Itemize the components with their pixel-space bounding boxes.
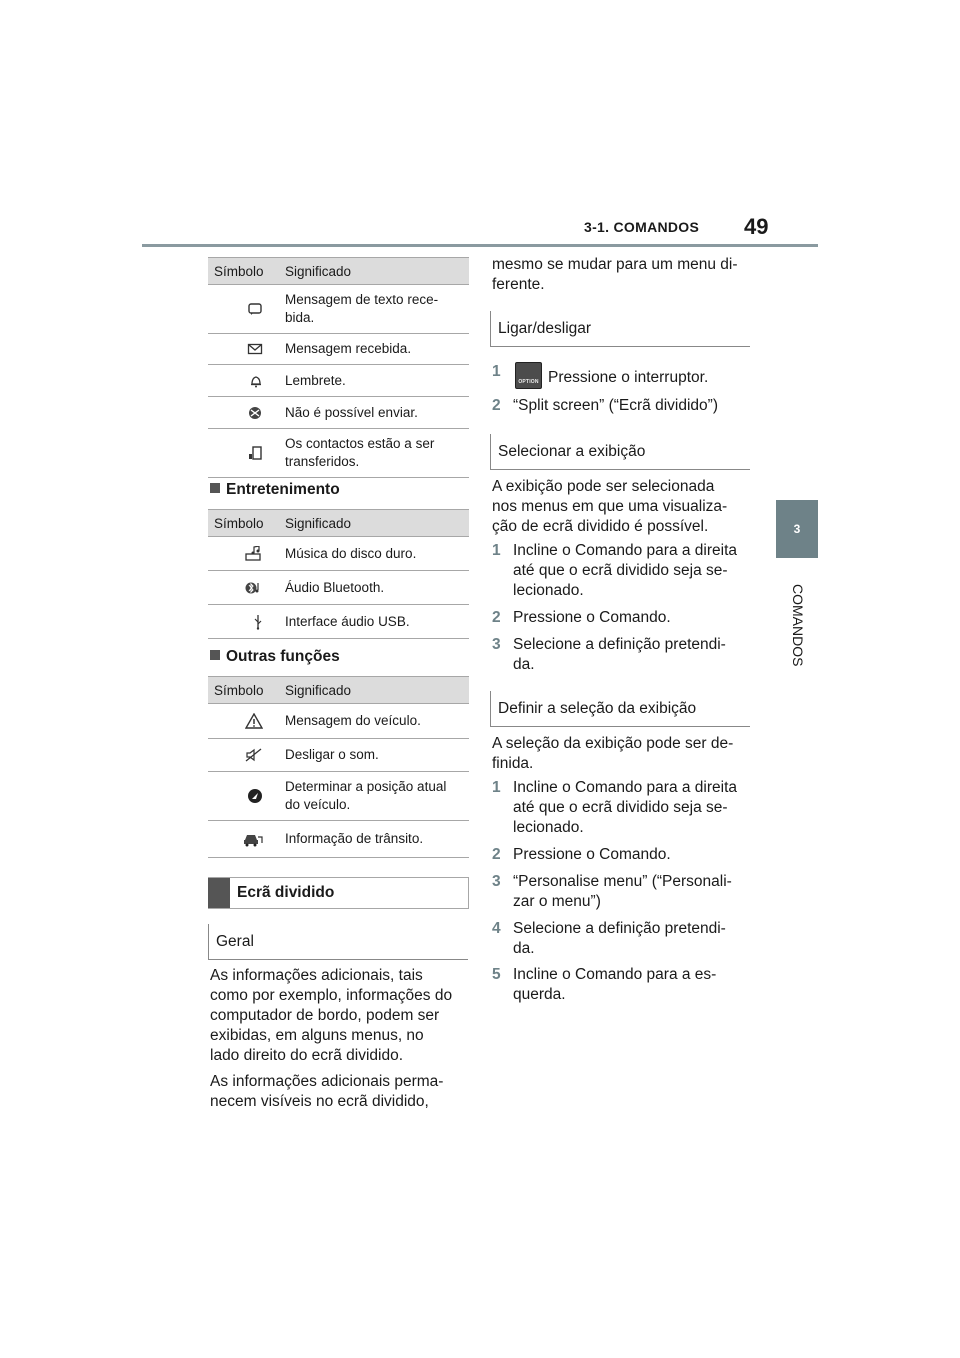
step-number: 1 — [492, 363, 501, 380]
text-message-icon — [247, 302, 263, 316]
usb-icon — [253, 614, 263, 630]
entertainment-heading: Entretenimento — [210, 481, 340, 499]
row-text: Determinar a posição atual do veículo. — [279, 772, 469, 821]
table-row — [208, 704, 469, 739]
step-number: 1 — [492, 542, 501, 559]
step-number: 3 — [492, 873, 501, 890]
step-text: Selecione a definição pretendi- da. — [513, 636, 726, 673]
step-text: Selecione a definição pretendi- da. — [513, 920, 726, 957]
table-row — [208, 605, 469, 639]
define-step — [492, 872, 754, 912]
step-text: Pressione o Comando. — [513, 609, 671, 626]
row-text: Áudio Bluetooth. — [279, 571, 469, 605]
step-text: “Personalise menu” (“Personali- zar o menu”) — [513, 873, 732, 910]
table-row — [208, 365, 469, 397]
define-step — [492, 845, 754, 865]
option-button-icon: OPTION — [515, 362, 542, 389]
row-text: Lembrete. — [279, 365, 469, 397]
entertainment-symbol-table — [208, 509, 469, 639]
chapter-label: COMANDOS — [790, 584, 806, 667]
step-number: 2 — [492, 609, 501, 626]
row-text: Música do disco duro. — [279, 537, 469, 571]
define-step — [492, 919, 754, 959]
step-text: “Split screen” (“Ecrã dividido”) — [513, 397, 718, 414]
envelope-icon — [247, 343, 263, 355]
table-row — [208, 537, 469, 571]
split-screen-heading: Ecrã dividido — [208, 877, 469, 909]
bullet-square-icon — [210, 483, 220, 493]
select-step — [492, 608, 754, 628]
send-failed-icon — [247, 406, 263, 420]
table-row — [208, 429, 469, 478]
hard-disk-music-icon — [245, 546, 263, 562]
row-text: Desligar o som. — [279, 739, 469, 772]
row-text: Interface áudio USB. — [279, 605, 469, 639]
row-text: Não é possível enviar. — [279, 397, 469, 429]
bell-icon — [249, 374, 263, 388]
col-meaning: Significado — [279, 677, 469, 704]
select-display-para: A exibição pode ser selecionada nos menus em que uma visualiza- ção de ecrã dividido é possível. — [492, 478, 728, 535]
step-number: 2 — [492, 397, 501, 414]
bluetooth-audio-icon — [245, 580, 263, 596]
row-text: Mensagem de texto rece- bida. — [279, 285, 469, 334]
warning-icon — [245, 713, 263, 729]
select-step — [492, 541, 754, 601]
step-text: Incline o Comando para a direita até que o ecrã dividido seja se- lecionado. — [513, 542, 738, 599]
define-selection-para: A seleção da exibição pode ser de- finida. — [492, 735, 734, 772]
select-step — [492, 635, 754, 675]
col-symbol: Símbolo — [208, 677, 279, 704]
define-selection-heading: Definir a seleção da exibição — [490, 691, 750, 727]
step-number: 4 — [492, 920, 501, 937]
define-step — [492, 778, 754, 838]
step-number: 5 — [492, 966, 501, 983]
messages-symbol-table — [208, 257, 469, 478]
onoff-heading: Ligar/desligar — [490, 311, 750, 347]
table-row — [208, 571, 469, 605]
step-number: 1 — [492, 779, 501, 796]
col-symbol: Símbolo — [208, 258, 279, 285]
step-number: 2 — [492, 846, 501, 863]
step-number: 3 — [492, 636, 501, 653]
split-screen-para-1: As informações adicionais, tais como por exemplo, informações do computador de bordo, podem ser exibidas, em alguns menus, no lado direito do ecrã dividido. — [210, 967, 453, 1064]
mute-icon — [245, 748, 263, 762]
onoff-step-1 — [492, 362, 754, 389]
select-display-heading: Selecionar a exibição — [490, 434, 750, 470]
bullet-square-icon — [210, 650, 220, 660]
continuation-text: mesmo se mudar para um menu di- ferente. — [492, 256, 738, 293]
step-text: Pressione o Comando. — [513, 846, 671, 863]
other-symbol-table — [208, 676, 469, 858]
split-screen-para-2: As informações adicionais perma- necem visíveis no ecrã dividido, — [210, 1073, 444, 1110]
row-text: Mensagem do veículo. — [279, 704, 469, 739]
row-text: Informação de trânsito. — [279, 821, 469, 858]
col-meaning: Significado — [279, 510, 469, 537]
general-heading: Geral — [208, 924, 468, 960]
step-text: Incline o Comando para a es- querda. — [513, 966, 717, 1003]
header-section: 3-1. COMANDOS — [584, 219, 700, 235]
header-rule — [142, 244, 818, 247]
position-icon — [247, 788, 263, 804]
row-text: Mensagem recebida. — [279, 334, 469, 365]
chapter-tab: 3 — [776, 500, 818, 558]
table-row — [208, 285, 469, 334]
heading-bar — [208, 878, 230, 908]
step-text: Incline o Comando para a direita até que o ecrã dividido seja se- lecionado. — [513, 779, 738, 836]
table-row — [208, 334, 469, 365]
table-row — [208, 772, 469, 821]
page-number: 49 — [744, 214, 769, 239]
table-row — [208, 821, 469, 858]
col-meaning: Significado — [279, 258, 469, 285]
other-functions-heading: Outras funções — [210, 648, 340, 666]
define-step — [492, 965, 754, 1005]
row-text: Os contactos estão a ser transferidos. — [279, 429, 469, 478]
col-symbol: Símbolo — [208, 510, 279, 537]
table-row — [208, 739, 469, 772]
onoff-step-2 — [492, 396, 754, 416]
contact-transfer-icon — [247, 445, 263, 461]
step-text: Pressione o interruptor. — [548, 369, 709, 386]
table-row — [208, 397, 469, 429]
traffic-icon — [243, 831, 263, 847]
